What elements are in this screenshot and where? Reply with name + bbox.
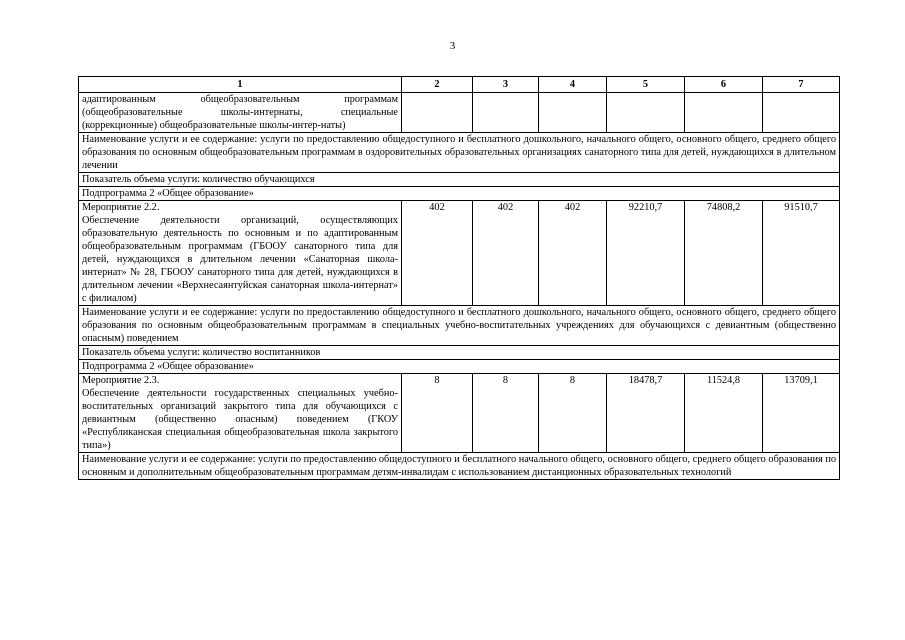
- value-cell: [473, 93, 539, 133]
- value-cell: 11524,8: [685, 374, 763, 453]
- value-cell: 402: [539, 201, 607, 306]
- value-cell: [607, 93, 685, 133]
- column-header: 3: [473, 77, 539, 93]
- section-text: Подпрограмма 2 «Общее образование»: [79, 187, 840, 201]
- section-row: [79, 306, 840, 346]
- value-cell: 74808,2: [685, 201, 763, 306]
- section-row: [79, 360, 840, 374]
- table-row: [79, 374, 840, 453]
- column-header: 1: [79, 77, 402, 93]
- column-header: 4: [539, 77, 607, 93]
- column-header: 2: [402, 77, 473, 93]
- section-text: Наименование услуги и ее содержание: услуги по предоставлению общедоступного и бесплатного начального общего, основного общего, среднего общего образования по основным и дополнительным общеобразовательным программам детям-инвалидам с использованием дистанционных образовательных технологий: [79, 453, 840, 480]
- value-cell: 402: [473, 201, 539, 306]
- table-row: [79, 201, 840, 306]
- section-row: [79, 133, 840, 173]
- activity-description: Мероприятие 2.2. Обеспечение деятельности организаций, осуществляющих образовательную деятельность по основным и по адаптированным общеобразовательным программам (ГБООУ санаторного типа для детей, нуждающихся в длительном лечении «Санаторная школа-интернат» № 28, ГБООУ санаторного типа для детей, нуждающихся в длительном лечении «Верхнесаянтуйская санаторная школа-интернат» с филиалом): [79, 201, 402, 306]
- section-text: Показатель объема услуги: количество обучающихся: [79, 173, 840, 187]
- value-cell: [539, 93, 607, 133]
- section-text: Наименование услуги и ее содержание: услуги по предоставлению общедоступного и бесплатного дошкольного, начального общего, основного общего, среднего общего образования по основным общеобразовательным программам в специальных учебно-воспитательных учреждениях для обучающихся с девиантным (общественно опасным) поведением: [79, 306, 840, 346]
- value-cell: [763, 93, 840, 133]
- budget-table: [78, 76, 840, 480]
- page-number: 3: [449, 40, 456, 52]
- value-cell: 8: [402, 374, 473, 453]
- section-text: Наименование услуги и ее содержание: услуги по предоставлению общедоступного и бесплатного дошкольного, начального общего, основного общего, среднего общего образования по основным общеобразовательным программам в оздоровительных образовательных организациях санаторного типа для детей, нуждающихся в длительном лечении: [79, 133, 840, 173]
- value-cell: 18478,7: [607, 374, 685, 453]
- section-row: [79, 346, 840, 360]
- value-cell: 8: [539, 374, 607, 453]
- column-header-row: [79, 77, 840, 93]
- value-cell: [685, 93, 763, 133]
- value-cell: 8: [473, 374, 539, 453]
- column-header: 6: [685, 77, 763, 93]
- section-row: [79, 453, 840, 480]
- section-text: Показатель объема услуги: количество воспитанников: [79, 346, 840, 360]
- activity-description: Мероприятие 2.3. Обеспечение деятельности государственных специальных учебно-воспитательных организаций закрытого типа для обучающихся с девиантным (общественно опасным) поведением (ГКОУ «Республиканская специальная общеобразовательная школа закрытого типа»): [79, 374, 402, 453]
- value-cell: [402, 93, 473, 133]
- value-cell: 402: [402, 201, 473, 306]
- section-row: [79, 187, 840, 201]
- value-cell: 91510,7: [763, 201, 840, 306]
- value-cell: 92210,7: [607, 201, 685, 306]
- section-text: Подпрограмма 2 «Общее образование»: [79, 360, 840, 374]
- column-header: 7: [763, 77, 840, 93]
- activity-description: адаптированным общеобразовательным программам (общеобразовательные школы-интернаты, специальные (коррекционные) общеобразовательные школы-интер-наты): [79, 93, 402, 133]
- column-header: 5: [607, 77, 685, 93]
- value-cell: 13709,1: [763, 374, 840, 453]
- table-row: [79, 93, 840, 133]
- section-row: [79, 173, 840, 187]
